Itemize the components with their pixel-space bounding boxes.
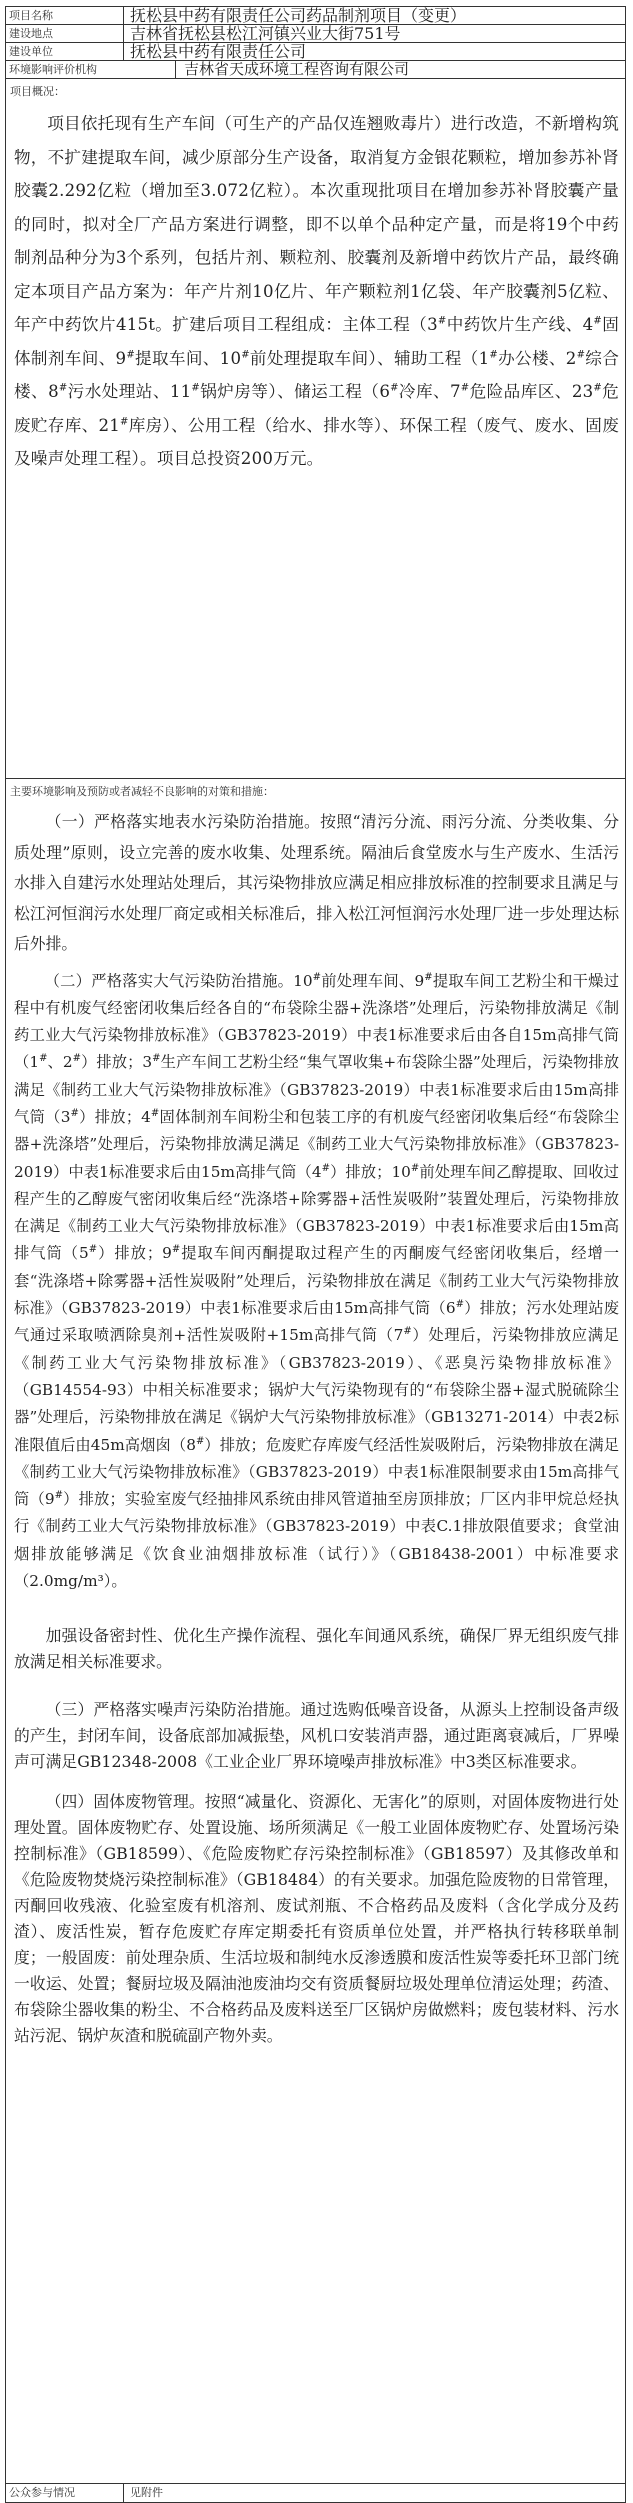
fugitive-gas-paragraph: 加强设备密封性、优化生产操作流程、强化车间通风系统，确保厂界无组织废气排放满足相关标准要求。 [14, 1626, 619, 1672]
approval-form-table [5, 6, 626, 2503]
location-value: 吉林省抚松县松江河镇兴业大街751号 [130, 25, 401, 42]
public-participation-label: 公众参与情况 [6, 2484, 124, 2502]
project-overview-section [6, 79, 625, 779]
noise-measures-paragraph: （三）严格落实噪声污染防治措施。通过选购低噪音设备，从源头上控制设备声级的产生，封闭车间，设备底部加减振垫，风机口安装消声器，通过距离衰减后，厂界噪声可满足GB12348-2008《工业企业厂界环境噪声排放标准》中3类区标准要求。 [14, 1700, 619, 1772]
project-name-value: 抚松县中药有限责任公司药品制剂项目（变更） [130, 7, 467, 24]
public-participation-value: 见附件 [130, 2486, 163, 2499]
unit-label: 建设单位 [6, 43, 124, 60]
measures-section [6, 779, 625, 2484]
water-measures-paragraph: （一）严格落实地表水污染防治措施。按照“清污分流、雨污分流、分类收集、分质处理”原则，设立完善的废水收集、处理系统。隔油后食堂废水与生产废水、生活污水排入自建污水处理站处理后，其污染物排放应满足相应排放标准的控制要求且满足与松江河恒润污水处理厂商定或相关标准后，排入松江河恒润污水处理厂进一步处理达标后外排。 [14, 812, 619, 953]
row-eia-agency [6, 61, 625, 79]
project-name-label: 项目名称 [6, 7, 124, 24]
measures-label: 主要环境影响及预防或者减轻不良影响的对策和措施： [10, 785, 274, 798]
row-unit [6, 43, 625, 61]
row-location [6, 25, 625, 43]
unit-value: 抚松县中药有限责任公司 [130, 43, 307, 60]
air-measures-paragraph: （二）严格落实大气污染防治措施。10#前处理车间、9#提取车间工艺粉尘和干燥过程中有机废气经密闭收集后经各自的“布袋除尘器+洗涤塔”处理后，污染物排放满足《制药工业大气污染物排放标准》（GB37823-2019）中表1标准要求后由各自15m高排气筒（1#、2#）排放；3#生产车间工艺粉尘经“集气罩收集+布袋除尘器”处理后，污染物排放满足《制药工业大气污染物排放标准》（GB37823-2019）中表1标准要求后由15m高排气筒（3#）排放；4#固体制剂车间粉尘和包装工序的有机废气经密闭收集后经“布袋除尘器+洗涤塔”处理后，污染物排放满足满足《制药工业大气污染物排放标准》（GB37823-2019）中表1标准要求后由15m高排气筒（4#）排放；10#前处理车间乙醇提取、回收过程产生的乙醇废气密闭收集后经“洗涤塔+除雾器+活性炭吸附”装置处理后，污染物排放在满足《制药工业大气污染物排放标准》（GB37823-2019）中表1标准要求后由15m高排气筒（5#）排放；9#提取车间丙酮提取过程产生的丙酮废气经密闭收集后，经增一套“洗涤塔+除雾器+活性炭吸附”处理后，污染物排放在满足《制药工业大气污染物排放标准》（GB37823-2019）中表1标准要求后由15m高排气筒（6#）排放；污水处理站废气通过采取喷洒除臭剂+活性炭吸附+15m高排气筒（7#）处理后，污染物排放应满足《制药工业大气污染物排放标准》（GB37823-2019）、《恶臭污染物排放标准》（GB14554-93）中相关标准要求；锅炉大气污染物现有的“布袋除尘器+湿式脱硫除尘器”处理后，污染物排放在满足《锅炉大气污染物排放标准》（GB13271-2014）中表2标准限值后由45m高烟囱（8#）排放；危废贮存库废气经活性炭吸附后，污染物排放在满足《制药工业大气污染物排放标准》（GB37823-2019）中表1标准限制要求由15m高排气筒（9#）排放；实验室废气经抽排风系统由排风管道抽至房顶排放；厂区内非甲烷总烃执行《制药工业大气污染物排放标准》（GB37823-2019）中表C.1排放限值要求；食堂油烟排放能够满足《饮食业油烟排放标准（试行）》（GB18438-2001）中标准要求（2.0mg/m³）。 [14, 971, 620, 1591]
solid-waste-paragraph: （四）固体废物管理。按照“减量化、资源化、无害化”的原则，对固体废物进行处理处置。固体废物贮存、处置设施、场所须满足《一般工业固体废物贮存、处置场污染控制标准》（GB18599）、《危险废物贮存污染控制标准》（GB18597）及其修改单和《危险废物焚烧污染控制标准》（GB18484）的有关要求。加强危险废物的日常管理，丙酮回收残液、化验室废有机溶剂、废试剂瓶、不合格药品及废料（含化学成分及药渣）、废活性炭，暂存危废贮存库定期委托有资质单位处置，并严格执行转移联单制度；一般固废：前处理杂质、生活垃圾和制纯水反渗透膜和废活性炭等委托环卫部门统一收运、处置；餐厨垃圾及隔油池废油均交有资质餐厨垃圾处理单位清运处理；药渣、布袋除尘器收集的粉尘、不合格药品及废料送至厂区锅炉房做燃料；废包装材料、污水站污泥、锅炉灰渣和脱硫副产物外卖。 [14, 1792, 619, 2046]
overview-label: 项目概况： [10, 85, 65, 98]
row-public-participation [6, 2484, 625, 2502]
eia-agency-value: 吉林省天成环境工程咨询有限公司 [184, 61, 410, 78]
location-label: 建设地点 [6, 25, 124, 42]
overview-text: 项目依托现有生产车间（可生产的产品仅连翘败毒片）进行改造，不新增构筑物，不扩建提取车间，减少原部分生产设备，取消复方金银花颗粒，增加参苏补肾胶囊2.292亿粒（增加至3.072亿粒）。本次重现批项目在增加参苏补肾胶囊产量的同时，拟对全厂产品方案进行调整，即不以单个品种定产量，而是将19个中药制剂品种分为3个系列，包括片剂、颗粒剂、胶囊剂及新增中药饮片产品，最终确定本项目产品方案为：年产片剂10亿片、年产颗粒剂1亿袋、年产胶囊剂5亿粒、年产中药饮片415t。扩建后项目工程组成：主体工程（3#中药饮片生产线、4#固体制剂车间、9#提取车间、10#前处理提取车间）、辅助工程（1#办公楼、2#综合楼、8#污水处理站、11#锅炉房等）、储运工程（6#冷库、7#危险品库区、23#危废贮存库、21#库房）、公用工程（给水、排水等）、环保工程（废气、废水、固废及噪声处理工程）。项目总投资200万元。 [14, 114, 620, 468]
eia-agency-label: 环境影响评价机构 [6, 61, 176, 78]
row-project-name [6, 7, 625, 25]
